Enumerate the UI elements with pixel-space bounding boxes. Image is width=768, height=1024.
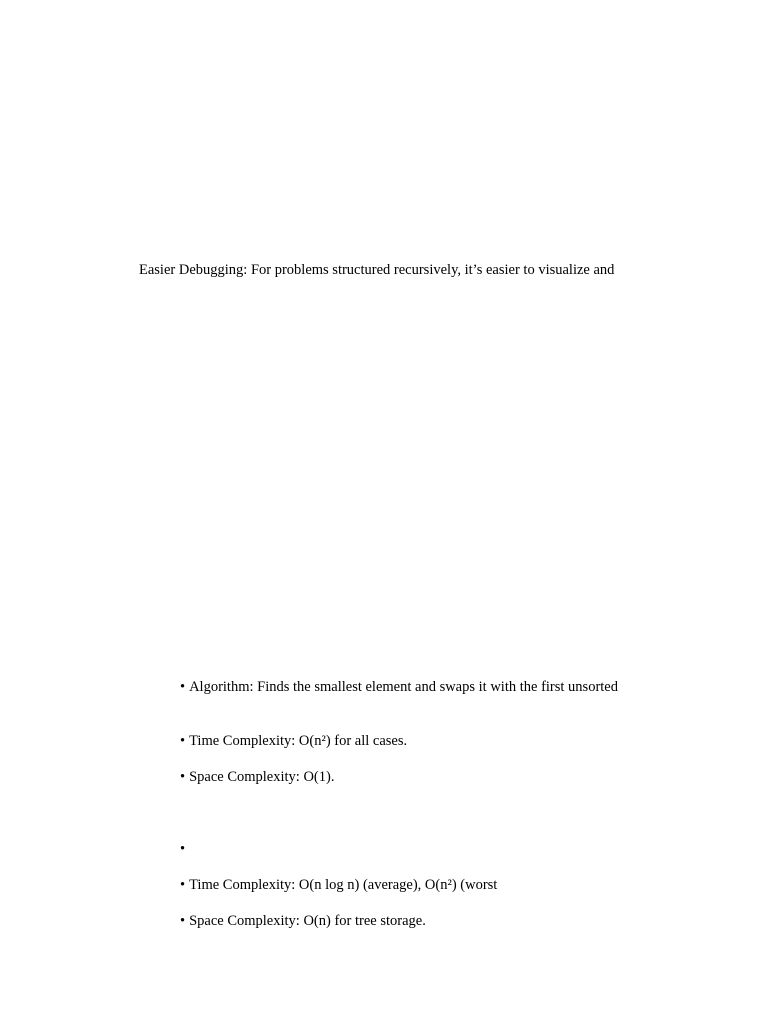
list-item: [180, 678, 618, 696]
intro-paragraph: Easier Debugging: For problems structured recursively, it’s easier to visualize and: [139, 262, 615, 278]
bullet-icon: •: [180, 841, 186, 857]
list-item: [180, 876, 497, 894]
list-item-text: Space Complexity: O(1).: [189, 769, 335, 785]
list-item-text: Space Complexity: O(n) for tree storage.: [189, 913, 426, 929]
list-item: [180, 912, 426, 930]
list-item: [180, 768, 334, 786]
bullet-icon: •: [180, 733, 186, 749]
list-item-text: Time Complexity: O(n log n) (average), O(n²) (worst: [189, 877, 498, 893]
list-item: [180, 840, 189, 858]
bullet-icon: •: [180, 769, 186, 785]
bullet-icon: •: [180, 877, 186, 893]
list-item: [180, 732, 407, 750]
list-item-text: Time Complexity: O(n²) for all cases.: [189, 733, 408, 749]
bullet-icon: •: [180, 679, 186, 695]
list-item-text: Algorithm: Finds the smallest element and swaps it with the first unsorted: [189, 679, 618, 695]
bullet-icon: •: [180, 913, 186, 929]
